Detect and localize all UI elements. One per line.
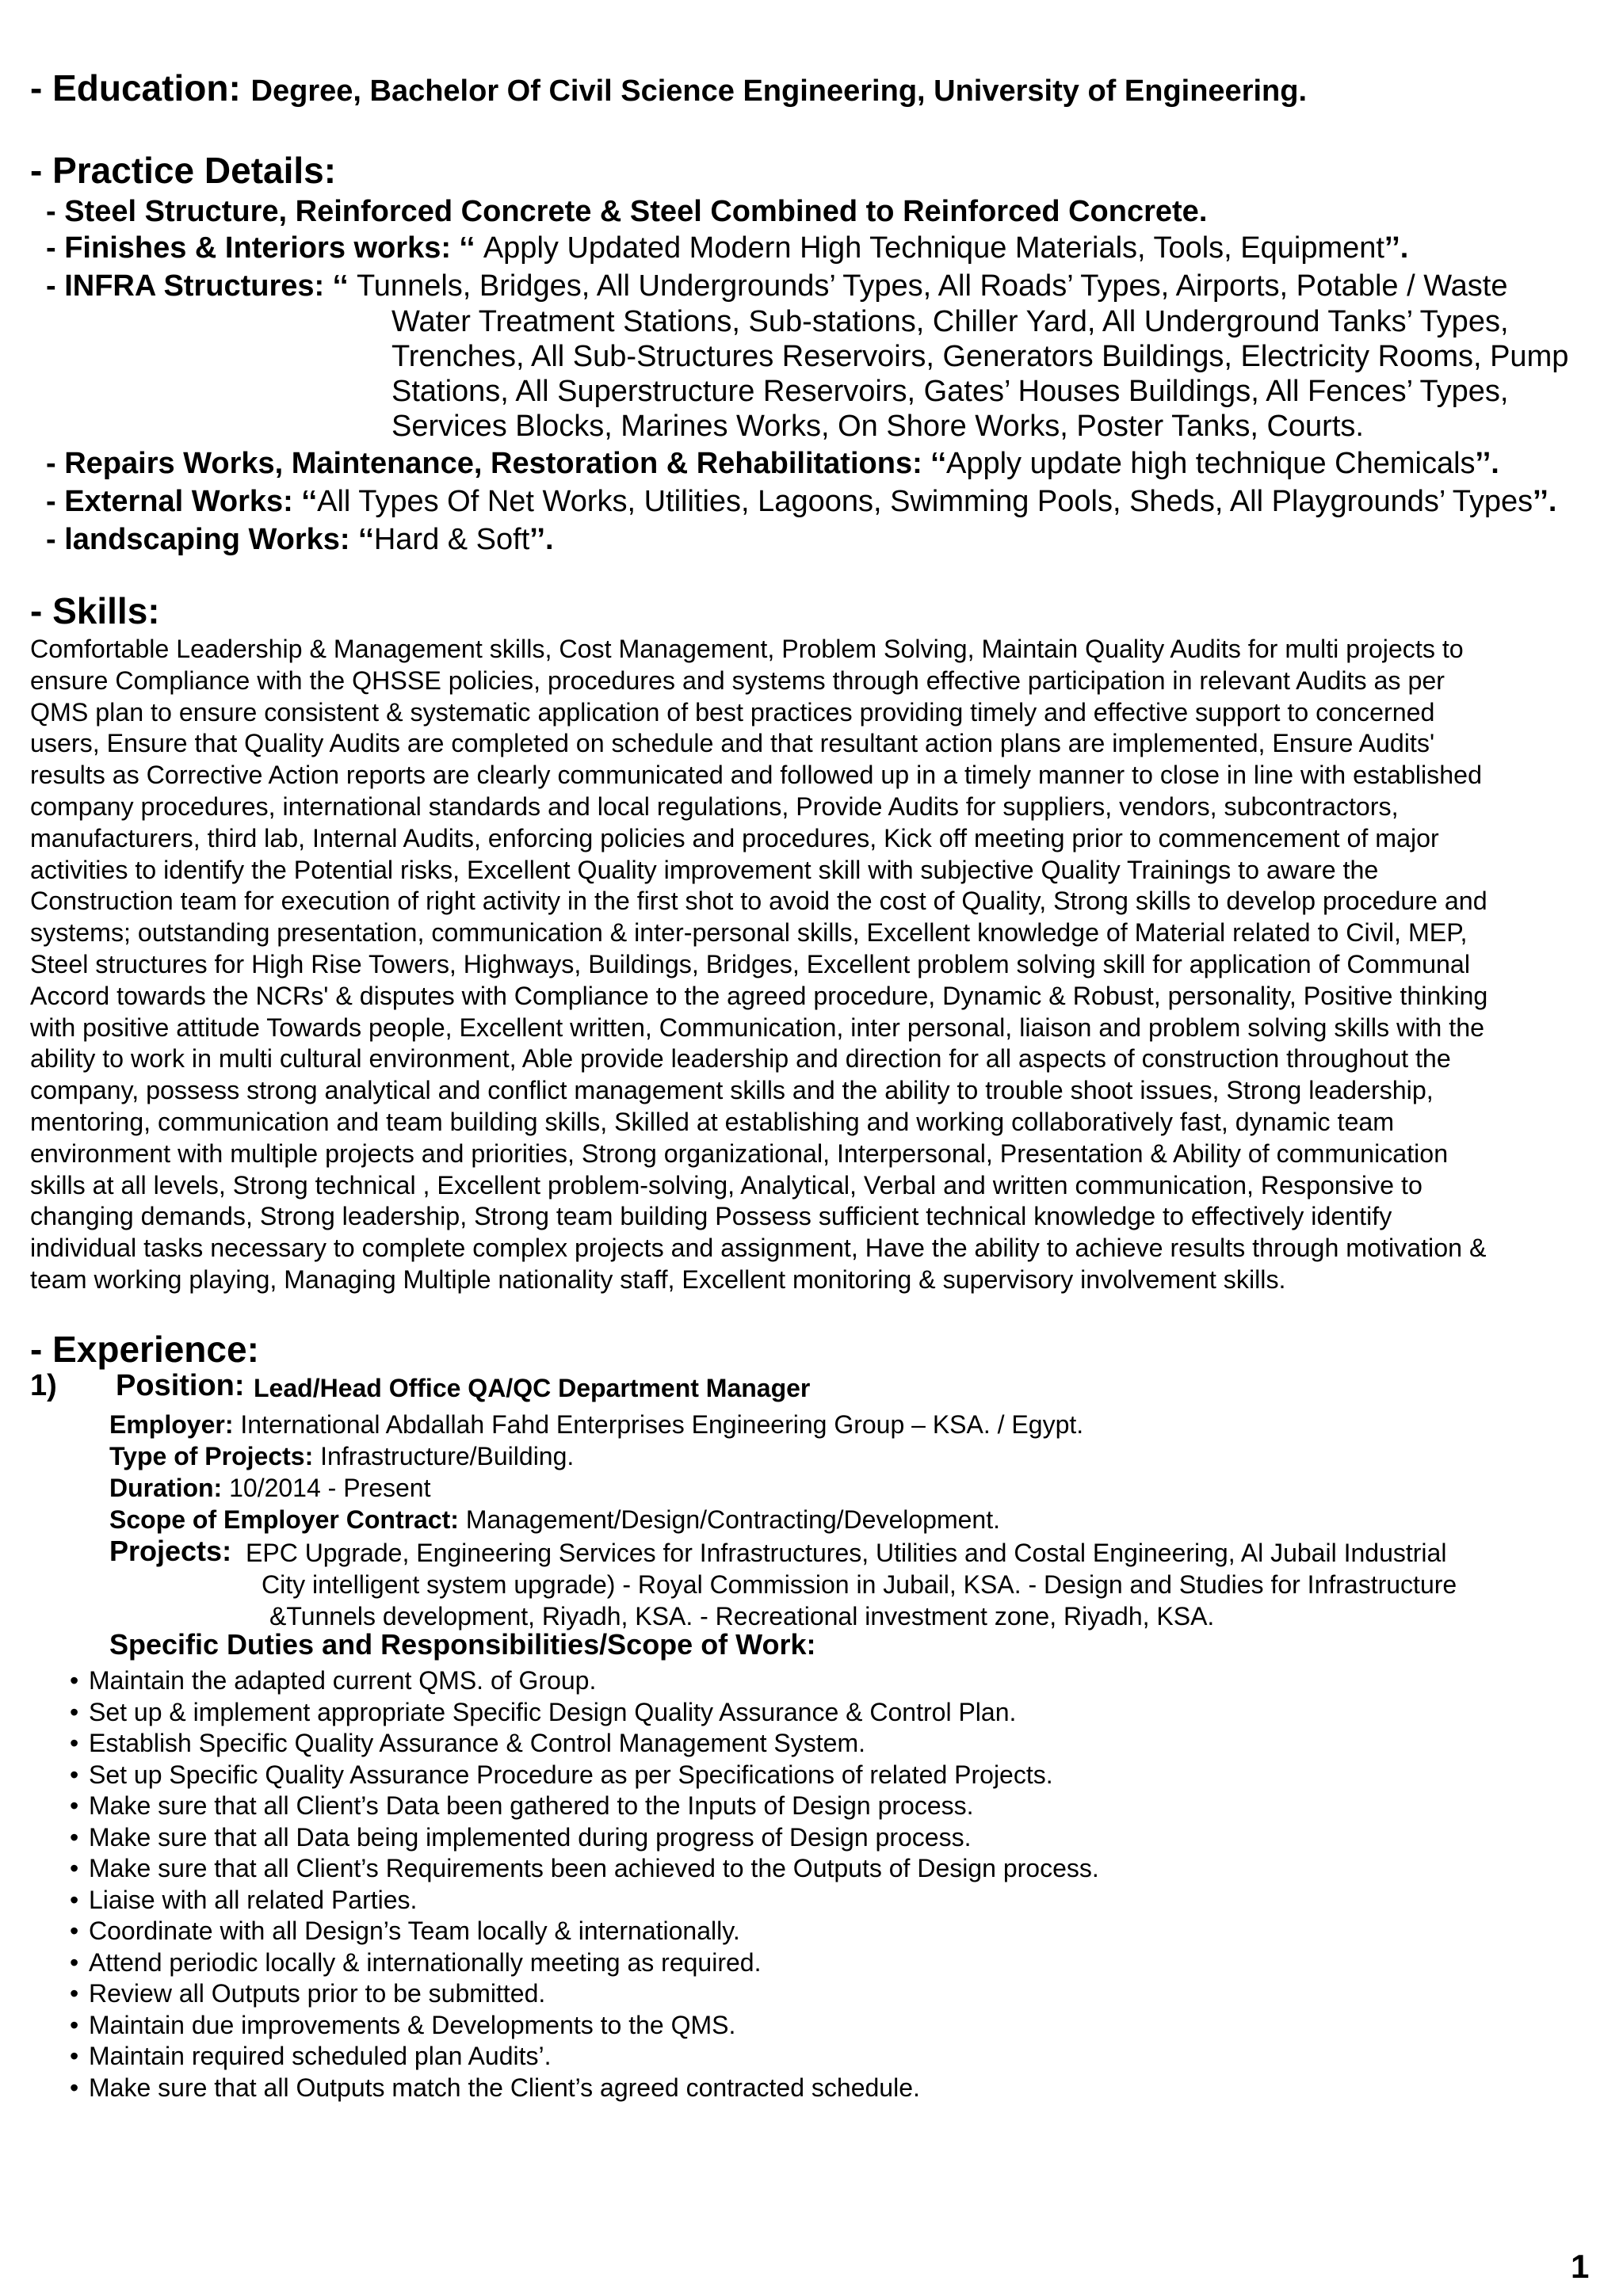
skills-line: ability to work in multi cultural environment, Able provide leadership and direction for all aspects of construction throughout the <box>30 1044 1451 1074</box>
skills-line: activities to identify the Potential risks, Excellent Quality improvement skill with subjective Quality Trainings to aware the <box>30 855 1379 884</box>
skills-line: with positive attitude Towards people, Excellent written, Communication, inter personal, liaison and problem solving skills with the <box>30 1013 1485 1042</box>
practice-item-label: - Steel Structure, Reinforced Concrete & Steel Combined to Reinforced Concrete. <box>46 195 1208 228</box>
infra-continuation-line: Stations, All Superstructure Reservoirs, Gates’ Houses Buildings, All Fences’ Types, <box>391 375 1509 408</box>
skills-line: team working playing, Managing Multiple nationality staff, Excellent monitoring & supervisory involvement skills. <box>30 1264 1286 1294</box>
close-quote: ’’. <box>529 523 554 556</box>
field-label: Employer: <box>109 1410 234 1439</box>
close-quote: ’’. <box>1384 231 1409 265</box>
field-value: Infrastructure/Building. <box>313 1442 575 1470</box>
skills-paragraph <box>30 634 1599 1296</box>
skills-line: manufacturers, third lab, Internal Audits, enforcing policies and procedures, Kick off meeting prior to commencement of major <box>30 823 1439 852</box>
bullet-icon: • <box>70 1760 79 1789</box>
list-item <box>70 1885 1099 1917</box>
skills-line: ensure Compliance with the QHSSE policies, procedures and systems through effective participation in relevant Audits as per <box>30 666 1445 695</box>
bullet-icon: • <box>70 1697 79 1726</box>
practice-item-landscaping <box>46 524 554 555</box>
duty-text: Set up & implement appropriate Specific Design Quality Assurance & Control Plan. <box>89 1697 1017 1726</box>
bullet-icon: • <box>70 1791 79 1820</box>
skills-line: systems; outstanding presentation, communication & inter-personal skills, Excellent knowledge of Material related to Civil, MEP, <box>30 918 1468 948</box>
position-number: 1) <box>30 1369 57 1402</box>
close-quote: ’’. <box>1533 485 1557 518</box>
duties-heading: Specific Duties and Responsibilities/Scope of Work: <box>109 1628 816 1661</box>
practice-item-text: All Types Of Net Works, Utilities, Lagoons, Swimming Pools, Sheds, All Playgrounds’ Types <box>317 485 1533 518</box>
skills-heading: - Skills: <box>30 590 160 631</box>
duty-text: Maintain required scheduled plan Audits’. <box>89 2042 552 2070</box>
duration-field <box>109 1475 430 1501</box>
field-value: 10/2014 - Present <box>222 1474 431 1502</box>
duty-text: Maintain the adapted current QMS. of Group. <box>89 1666 597 1695</box>
list-item <box>70 2010 1099 2042</box>
infra-continuation-line: Water Treatment Stations, Sub-stations, Chiller Yard, All Underground Tanks’ Types, <box>391 305 1509 338</box>
education-heading: - Education: <box>30 67 241 109</box>
skills-line: individual tasks necessary to complete complex projects and assignment, Have the ability to achieve results through motivation & <box>30 1234 1487 1263</box>
skills-line: users, Ensure that Quality Audits are completed on schedule and that resultant action plans are implemented, Ensure Audits' <box>30 729 1435 758</box>
skills-line: results as Corrective Action reports are clearly communicated and followed up in a timely manner to close in line with established <box>30 761 1482 790</box>
projects-label: Projects: <box>109 1535 232 1567</box>
skills-line: environment with multiple projects and priorities, Strong organizational, Interpersonal, Presentation & Ability of communication <box>30 1138 1449 1168</box>
practice-item-steel <box>46 196 1207 227</box>
practice-item-text: Hard & Soft <box>373 523 530 556</box>
infra-continuation-line: Services Blocks, Marines Works, On Shore Works, Poster Tanks, Courts. <box>391 410 1364 443</box>
field-label: Duration: <box>109 1474 223 1502</box>
employer-field <box>109 1412 1083 1437</box>
bullet-icon: • <box>70 1854 79 1882</box>
duty-text: Liaise with all related Parties. <box>89 1885 418 1914</box>
duty-text: Review all Outputs prior to be submitted. <box>89 1979 546 2008</box>
skills-line: QMS plan to ensure consistent & systematic application of best practices providing timely and effective support to concerned <box>30 697 1435 727</box>
duty-text: Establish Specific Quality Assurance & Control Management System. <box>89 1729 865 1757</box>
duty-text: Make sure that all Outputs match the Client’s agreed contracted schedule. <box>89 2073 920 2102</box>
close-quote: ’’. <box>1475 447 1499 480</box>
skills-line: mentoring, communication and team building skills, Skilled at establishing and working collaboratively fast, dynamic team <box>30 1107 1395 1136</box>
duty-text: Make sure that all Data being implemented during progress of Design process. <box>89 1822 972 1852</box>
infra-continuation-line: Trenches, All Sub-Structures Reservoirs, Generators Buildings, Electricity Rooms, Pump <box>391 340 1569 373</box>
bullet-icon: • <box>70 1729 79 1757</box>
practice-item-text: Tunnels, Bridges, All Undergrounds’ Types, All Roads’ Types, Airports, Potable / Waste <box>357 269 1508 303</box>
practice-item-label: - Finishes & Interiors works: <box>46 231 451 265</box>
list-item <box>70 1978 1099 2010</box>
practice-item-label: - Repairs Works, Maintenance, Restoration & Rehabilitations: <box>46 447 922 480</box>
page-number: 1 <box>1571 2248 1590 2285</box>
list-item <box>70 1916 1099 1947</box>
bullet-icon: • <box>70 1979 79 2008</box>
skills-line: company procedures, international standards and local regulations, Provide Audits for suppliers, vendors, subcontractors, <box>30 791 1399 821</box>
projects-line: &Tunnels development, Riyadh, KSA. - Recreational investment zone, Riyadh, KSA. <box>269 1602 1215 1630</box>
bullet-icon: • <box>70 1917 79 1945</box>
open-quote: ‘‘ <box>324 269 357 303</box>
practice-item-text: Apply Updated Modern High Technique Materials, Tools, Equipment <box>483 231 1384 265</box>
list-item <box>70 1853 1099 1885</box>
field-value: International Abdallah Fahd Enterprises Engineering Group – KSA. / Egypt. <box>233 1410 1084 1439</box>
practice-item-finishes <box>46 233 1408 263</box>
list-item <box>70 2041 1099 2073</box>
field-value: Management/Design/Contracting/Development. <box>458 1505 1000 1534</box>
open-quote: ‘‘ <box>922 447 946 480</box>
education-detail: Degree, Bachelor Of Civil Science Engineering, University of Engineering. <box>250 74 1308 108</box>
skills-line: Accord towards the NCRs' & disputes with Compliance to the agreed procedure, Dynamic & Robust, personality, Positive thinking <box>30 981 1488 1010</box>
list-item <box>70 1760 1099 1791</box>
practice-heading: - Practice Details: <box>30 150 337 191</box>
list-item <box>70 1728 1099 1760</box>
practice-item-label: - INFRA Structures: <box>46 269 325 303</box>
practice-item-infra <box>46 271 1507 301</box>
list-item <box>70 1822 1099 1854</box>
practice-item-text: Apply update high technique Chemicals <box>946 447 1476 480</box>
duties-list <box>70 1665 1099 2103</box>
skills-line: Steel structures for High Rise Towers, Highways, Buildings, Bridges, Excellent problem solving skill for application of Communal <box>30 949 1470 978</box>
duty-text: Coordinate with all Design’s Team locally & internationally. <box>89 1917 740 1945</box>
practice-item-label: - External Works: <box>46 485 293 518</box>
practice-item-repairs <box>46 448 1499 479</box>
duty-text: Maintain due improvements & Developments to the QMS. <box>89 2010 736 2039</box>
list-item <box>70 2073 1099 2104</box>
practice-item-label: - landscaping Works: <box>46 523 350 556</box>
skills-line: skills at all levels, Strong technical , Excellent problem-solving, Analytical, Verbal and written communication, Responsive to <box>30 1170 1423 1199</box>
skills-line: Construction team for execution of right activity in the first shot to avoid the cost of Quality, Strong skills to develop procedure and <box>30 887 1487 916</box>
bullet-icon: • <box>70 2042 79 2070</box>
duty-text: Set up Specific Quality Assurance Procedure as per Specifications of related Projects. <box>89 1760 1053 1789</box>
skills-line: changing demands, Strong leadership, Strong team building Possess sufficient technical knowledge to effectively identify <box>30 1202 1392 1231</box>
duty-text: Make sure that all Client’s Data been gathered to the Inputs of Design process. <box>89 1791 974 1820</box>
list-item <box>70 1697 1099 1729</box>
open-quote: ‘‘ <box>349 523 374 556</box>
open-quote: ‘‘ <box>292 485 318 518</box>
position-line <box>30 1369 811 1402</box>
duty-text: Make sure that all Client’s Requirements been achieved to the Outputs of Design process. <box>89 1854 1099 1882</box>
position-label: Position: <box>116 1369 245 1402</box>
list-item <box>70 1665 1099 1697</box>
education-section <box>30 67 1308 109</box>
duty-text: Attend periodic locally & internationally meeting as required. <box>89 1947 762 1977</box>
bullet-icon: • <box>70 1822 79 1852</box>
list-item <box>70 1791 1099 1822</box>
field-label: Type of Projects: <box>109 1442 314 1470</box>
practice-item-external <box>46 486 1556 517</box>
type-of-projects-field <box>109 1444 574 1469</box>
experience-heading: - Experience: <box>30 1329 259 1370</box>
bullet-icon: • <box>70 1947 79 1977</box>
skills-line: Comfortable Leadership & Management skills, Cost Management, Problem Solving, Maintain Quality Audits for multi projects to <box>30 635 1464 663</box>
bullet-icon: • <box>70 1885 79 1914</box>
bullet-icon: • <box>70 2010 79 2039</box>
bullet-icon: • <box>70 1666 79 1695</box>
open-quote: ‘‘ <box>451 231 483 265</box>
position-value: Lead/Head Office QA/QC Department Manager <box>254 1374 811 1402</box>
field-label: Scope of Employer Contract: <box>109 1505 459 1534</box>
list-item <box>70 1947 1099 1979</box>
bullet-icon: • <box>70 2073 79 2102</box>
projects-line: EPC Upgrade, Engineering Services for Infrastructures, Utilities and Costal Engineering, Al Jubail Industrial <box>246 1539 1447 1567</box>
skills-line: company, possess strong analytical and conflict management skills and the ability to trouble shoot issues, Strong leadership, <box>30 1076 1434 1105</box>
projects-line: City intelligent system upgrade) - Royal Commission in Jubail, KSA. - Design and Studies for Infrastructure <box>262 1570 1457 1599</box>
scope-field <box>109 1507 1000 1532</box>
